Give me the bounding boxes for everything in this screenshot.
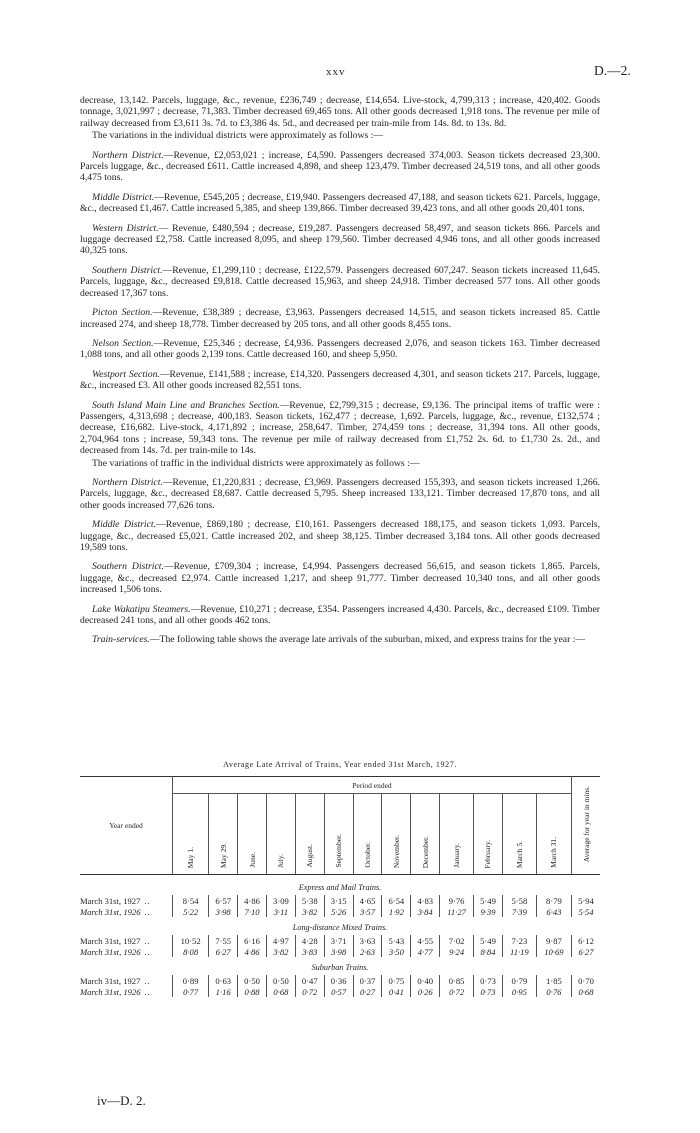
table-cell: 3·09 bbox=[266, 895, 295, 906]
table-cell: 4·28 bbox=[295, 935, 324, 946]
month-header: March 5. bbox=[502, 794, 536, 875]
paragraph: Western District.— Revenue, £480,594 ; decrease, £19,287. Passengers decreased 58,497, and season tickets 866. Parcels and luggage decreased £2,758. Cattle increased 8,095, and sheep 179,560. Timber decreased 4,946 tons, and all other goods increased 40,325 tons. bbox=[80, 222, 600, 257]
table-cell: 3·57 bbox=[353, 906, 382, 917]
paragraph: Middle District.—Revenue, £545,205 ; decrease, £19,940. Passengers decreased 47,188, and season tickets 621. Parcels, luggage, &c., decreased £1,467. Cattle increased 5,385, and sheep 139,866. Timber decreased 39,423 tons, and all other goods 20,401 tons. bbox=[80, 191, 600, 215]
table-cell: 8·08 bbox=[173, 946, 209, 957]
month-header: August. bbox=[295, 794, 324, 875]
table-cell: 1·92 bbox=[382, 906, 411, 917]
row-label: March 31st, 1927 .. bbox=[80, 895, 151, 906]
table-cell: 9·87 bbox=[536, 935, 571, 946]
paragraph: Southern District.—Revenue, £1,299,110 ; decrease, £122,579. Passengers decreased 607,247. Season tickets increased 11,645. Parcels, luggage, &c., decreased £9,818. Cattle decreased 15,963, and sheep 24,918. Timber decreased 577 tons. All other goods decreased 17,367 tons. bbox=[80, 264, 600, 299]
table-cell: 0·88 bbox=[238, 986, 267, 997]
table-cell: 0·73 bbox=[474, 975, 503, 986]
table-row bbox=[80, 906, 600, 917]
table-cell: 0·77 bbox=[173, 986, 209, 997]
table-cell: 5·43 bbox=[382, 935, 411, 946]
table-cell: 2·63 bbox=[353, 946, 382, 957]
table-cell: 6·16 bbox=[238, 935, 267, 946]
table-cell: 0·75 bbox=[382, 975, 411, 986]
table-cell: 10·52 bbox=[173, 935, 209, 946]
average-cell: 6·12 bbox=[572, 935, 601, 946]
row-label: March 31st, 1927 .. bbox=[80, 935, 151, 946]
period-ended-header: Period ended bbox=[173, 777, 572, 794]
table-cell: 0·50 bbox=[238, 975, 267, 986]
table-cell: 0·26 bbox=[411, 986, 440, 997]
table-cell: 3·83 bbox=[295, 946, 324, 957]
paragraph: The variations in the individual districts were approximately as follows :— bbox=[92, 130, 384, 142]
month-header: September. bbox=[324, 794, 353, 875]
paragraph: Westport Section.—Revenue, £141,588 ; increase, £14,320. Passengers decreased 4,301, and season tickets 217. Parcels, luggage, &c., increased £3. All other goods increased 82,551 tons. bbox=[80, 368, 600, 392]
table-cell: 3·84 bbox=[411, 906, 440, 917]
table-cell: 0·89 bbox=[173, 975, 209, 986]
table-cell: 8·79 bbox=[536, 895, 571, 906]
average-cell: 0·70 bbox=[572, 975, 601, 986]
table-row bbox=[80, 975, 600, 986]
paragraph: Picton Section.—Revenue, £38,389 ; decrease, £3,963. Passengers decreased 14,515, and season tickets increased 85. Cattle increased 274, and sheep 18,778. Timber decreased by 205 tons, and all other goods 8,455 tons. bbox=[80, 307, 600, 330]
table-row bbox=[80, 895, 600, 906]
table-cell: 0·68 bbox=[266, 986, 295, 997]
month-header: February. bbox=[474, 794, 503, 875]
table-cell: 1·16 bbox=[209, 986, 238, 997]
table-cell: 0·73 bbox=[474, 986, 503, 997]
table-cell: 7·55 bbox=[209, 935, 238, 946]
table-cell: 0·41 bbox=[382, 986, 411, 997]
month-header: October. bbox=[353, 794, 382, 875]
table-cell: 4·86 bbox=[238, 946, 267, 957]
table-cell: 8·84 bbox=[474, 946, 503, 957]
paragraph: The variations of traffic in the individual districts were approximately as follows :— bbox=[92, 457, 420, 469]
section-title: Suburban Trains. bbox=[311, 963, 369, 972]
table-cell: 11·27 bbox=[440, 906, 474, 917]
table-cell: 4·77 bbox=[411, 946, 440, 957]
table-cell: 0·47 bbox=[295, 975, 324, 986]
paragraph: Northern District.—Revenue, £2,053,021 ; increase, £4,590. Passengers decreased 374,003. Season tickets decreased 23,300. Parcels luggage, &c., decreased £611. Cattle increased 4,898, and sheep 123,479. Timber decreased 24,519 tons, and all other goods 4,475 tons. bbox=[80, 149, 600, 184]
table-cell: 5·49 bbox=[474, 895, 503, 906]
month-header: January. bbox=[440, 794, 474, 875]
table-cell: 0·79 bbox=[502, 975, 536, 986]
paragraph: Nelson Section.—Revenue, £25,346 ; decrease, £4,936. Passengers decreased 2,076, and season tickets 163. Timber decreased 1,088 tons, and all other goods 2,139 tons. Cattle decreased 160, and sheep 5,950. bbox=[80, 337, 600, 361]
table-cell: 9·76 bbox=[440, 895, 474, 906]
paragraph: decrease, 13,142. Parcels, luggage, &c., revenue, £236,749 ; decrease, £14,654. Live-stock, 4,799,313 ; increase, 420,402. Goods tonnage, 3,021,997 ; decrease, 71,383. Timber decreased 69,465 tons. All other goods decreased 1,918 tons. The revenue per mile of railway decreased from £3,611 3s. 7d. to £3,386 4s. 5d., and decreased per train-mile from 14s. 8d. to 13s. 8d. bbox=[80, 95, 600, 129]
table-cell: 9·24 bbox=[440, 946, 474, 957]
row-label: March 31st, 1926 .. bbox=[80, 946, 151, 957]
table-cell: 6·54 bbox=[382, 895, 411, 906]
section-header-row bbox=[80, 957, 600, 975]
paragraph: Northern District.—Revenue, £1,220,831 ; decrease, £3,969. Passengers decreased 155,393, and season tickets increased 1,266. Parcels, luggage, &c., decreased £8,687. Cattle decreased 5,795. Sheep increased 133,121. Timber decreased 17,870 tons, and all other goods increased 77,626 tons. bbox=[80, 476, 600, 511]
table-cell: 3·63 bbox=[353, 935, 382, 946]
table-cell: 0·27 bbox=[353, 986, 382, 997]
table-cell: 0·95 bbox=[502, 986, 536, 997]
table-cell: 5·26 bbox=[324, 906, 353, 917]
row-label: March 31st, 1926 .. bbox=[80, 986, 151, 997]
table-cell: 11·19 bbox=[502, 946, 536, 957]
report-body bbox=[80, 95, 600, 646]
table-cell: 3·82 bbox=[295, 906, 324, 917]
table-cell: 4·83 bbox=[411, 895, 440, 906]
table-cell: 0·57 bbox=[324, 986, 353, 997]
paragraph: Middle District.—Revenue, £869,180 ; decrease, £10,161. Passengers decreased 188,175, and season tickets 1,093. Parcels, luggage, &c., decreased £5,021. Cattle increased 202, and sheep 38,125. Timber decreased 3,184 tons. All other goods decreased 19,589 tons. bbox=[80, 519, 600, 553]
table-cell: 0·72 bbox=[295, 986, 324, 997]
paragraph: Southern District.—Revenue, £709,304 ; increase, £4,994. Passengers decreased 56,615, and season tickets 1,865. Parcels, luggage, &c., decreased £2,974. Cattle increased 1,217, and sheep 91,777. Timber decreased 10,340 tons, and all other goods increased 1,506 tons. bbox=[80, 561, 600, 596]
table-cell: 5·38 bbox=[295, 895, 324, 906]
document-reference: D.—2. bbox=[594, 63, 631, 78]
table-cell: 9·39 bbox=[474, 906, 503, 917]
table-cell: 6·43 bbox=[536, 906, 571, 917]
paragraph: South Island Main Line and Branches Section.—Revenue, £2,799,315 ; decrease, £9,136. The principal items of traffic were : Passengers, 4,313,698 ; decrease, 400,183. Season tickets, 162,477 ; decrease, 1,692. Parcels, luggage, &c., revenue, £132,574 ; decrease, £16,682. Live-stock, 4,171,892 ; increase, 258,647. Timber, 274,459 tons ; decrease, 31,394 tons. All other goods, 2,704,964 tons ; increase, 59,343 tons. The revenue per mile of railway decreased from £1,752 2s. 6d. to £1,730 2s. 2d., and decreased from 14s. 7d. per train-mile to 14s. bbox=[80, 399, 600, 457]
row-label: March 31st, 1926 .. bbox=[80, 906, 151, 917]
average-header: Average for year in mins. bbox=[572, 777, 601, 875]
page-number: xxv bbox=[326, 66, 346, 78]
table-cell: 0·36 bbox=[324, 975, 353, 986]
table-cell: 3·50 bbox=[382, 946, 411, 957]
table-cell: 7·23 bbox=[502, 935, 536, 946]
year-ended-header: Year ended bbox=[80, 777, 173, 875]
table-cell: 0·72 bbox=[440, 986, 474, 997]
section-title: Express and Mail Trains. bbox=[298, 883, 382, 892]
month-header: March 31. bbox=[536, 794, 571, 875]
average-cell: 6·27 bbox=[572, 946, 601, 957]
section-header-row bbox=[80, 917, 600, 935]
table-cell: 3·98 bbox=[324, 946, 353, 957]
average-cell: 5·54 bbox=[572, 906, 601, 917]
month-header: July. bbox=[266, 794, 295, 875]
table-cell: 7·39 bbox=[502, 906, 536, 917]
section-title: Long-distance Mixed Trains. bbox=[292, 923, 388, 932]
table-cell: 1·85 bbox=[536, 975, 571, 986]
table-cell: 6·57 bbox=[209, 895, 238, 906]
table-cell: 7·10 bbox=[238, 906, 267, 917]
late-arrival-table bbox=[80, 776, 600, 997]
section-header-row bbox=[80, 875, 600, 896]
month-header: May 1. bbox=[173, 794, 209, 875]
table-cell: 4·86 bbox=[238, 895, 267, 906]
table-cell: 0·85 bbox=[440, 975, 474, 986]
table-cell: 3·98 bbox=[209, 906, 238, 917]
table-cell: 0·76 bbox=[536, 986, 571, 997]
table-cell: 8·54 bbox=[173, 895, 209, 906]
table-cell: 3·82 bbox=[266, 946, 295, 957]
table-cell: 0·40 bbox=[411, 975, 440, 986]
table-cell: 10·69 bbox=[536, 946, 571, 957]
table-cell: 5·49 bbox=[474, 935, 503, 946]
average-cell: 5·94 bbox=[572, 895, 601, 906]
table-cell: 3·15 bbox=[324, 895, 353, 906]
table-cell: 4·65 bbox=[353, 895, 382, 906]
page-footer: iv—D. 2. bbox=[97, 1093, 146, 1108]
table-cell: 5·58 bbox=[502, 895, 536, 906]
table-cell: 6·27 bbox=[209, 946, 238, 957]
table-row bbox=[80, 946, 600, 957]
paragraph: Train-services.—The following table shows the average late arrivals of the suburban, mixed, and express trains for the year :— bbox=[92, 634, 586, 646]
table-cell: 4·97 bbox=[266, 935, 295, 946]
paragraph: Lake Wakatipu Steamers.—Revenue, £10,271 ; decrease, £354. Passengers increased 4,430. Parcels, &c., decreased £109. Timber decreased 241 tons, and all other goods 462 tons. bbox=[80, 603, 600, 627]
average-cell: 0·68 bbox=[572, 986, 601, 997]
table-cell: 0·37 bbox=[353, 975, 382, 986]
table-cell: 5·22 bbox=[173, 906, 209, 917]
month-header: May 29. bbox=[209, 794, 238, 875]
table-title: Average Late Arrival of Trains, Year ended 31st March, 1927. bbox=[223, 760, 457, 769]
table-cell: 0·63 bbox=[209, 975, 238, 986]
table-cell: 3·71 bbox=[324, 935, 353, 946]
table-row bbox=[80, 935, 600, 946]
table-cell: 0·50 bbox=[266, 975, 295, 986]
table-cell: 3·11 bbox=[266, 906, 295, 917]
month-header: November. bbox=[382, 794, 411, 875]
month-header: June. bbox=[238, 794, 267, 875]
table-cell: 7·02 bbox=[440, 935, 474, 946]
table-row bbox=[80, 986, 600, 997]
table-cell: 4·55 bbox=[411, 935, 440, 946]
month-header: December. bbox=[411, 794, 440, 875]
row-label: March 31st, 1927 .. bbox=[80, 975, 151, 986]
